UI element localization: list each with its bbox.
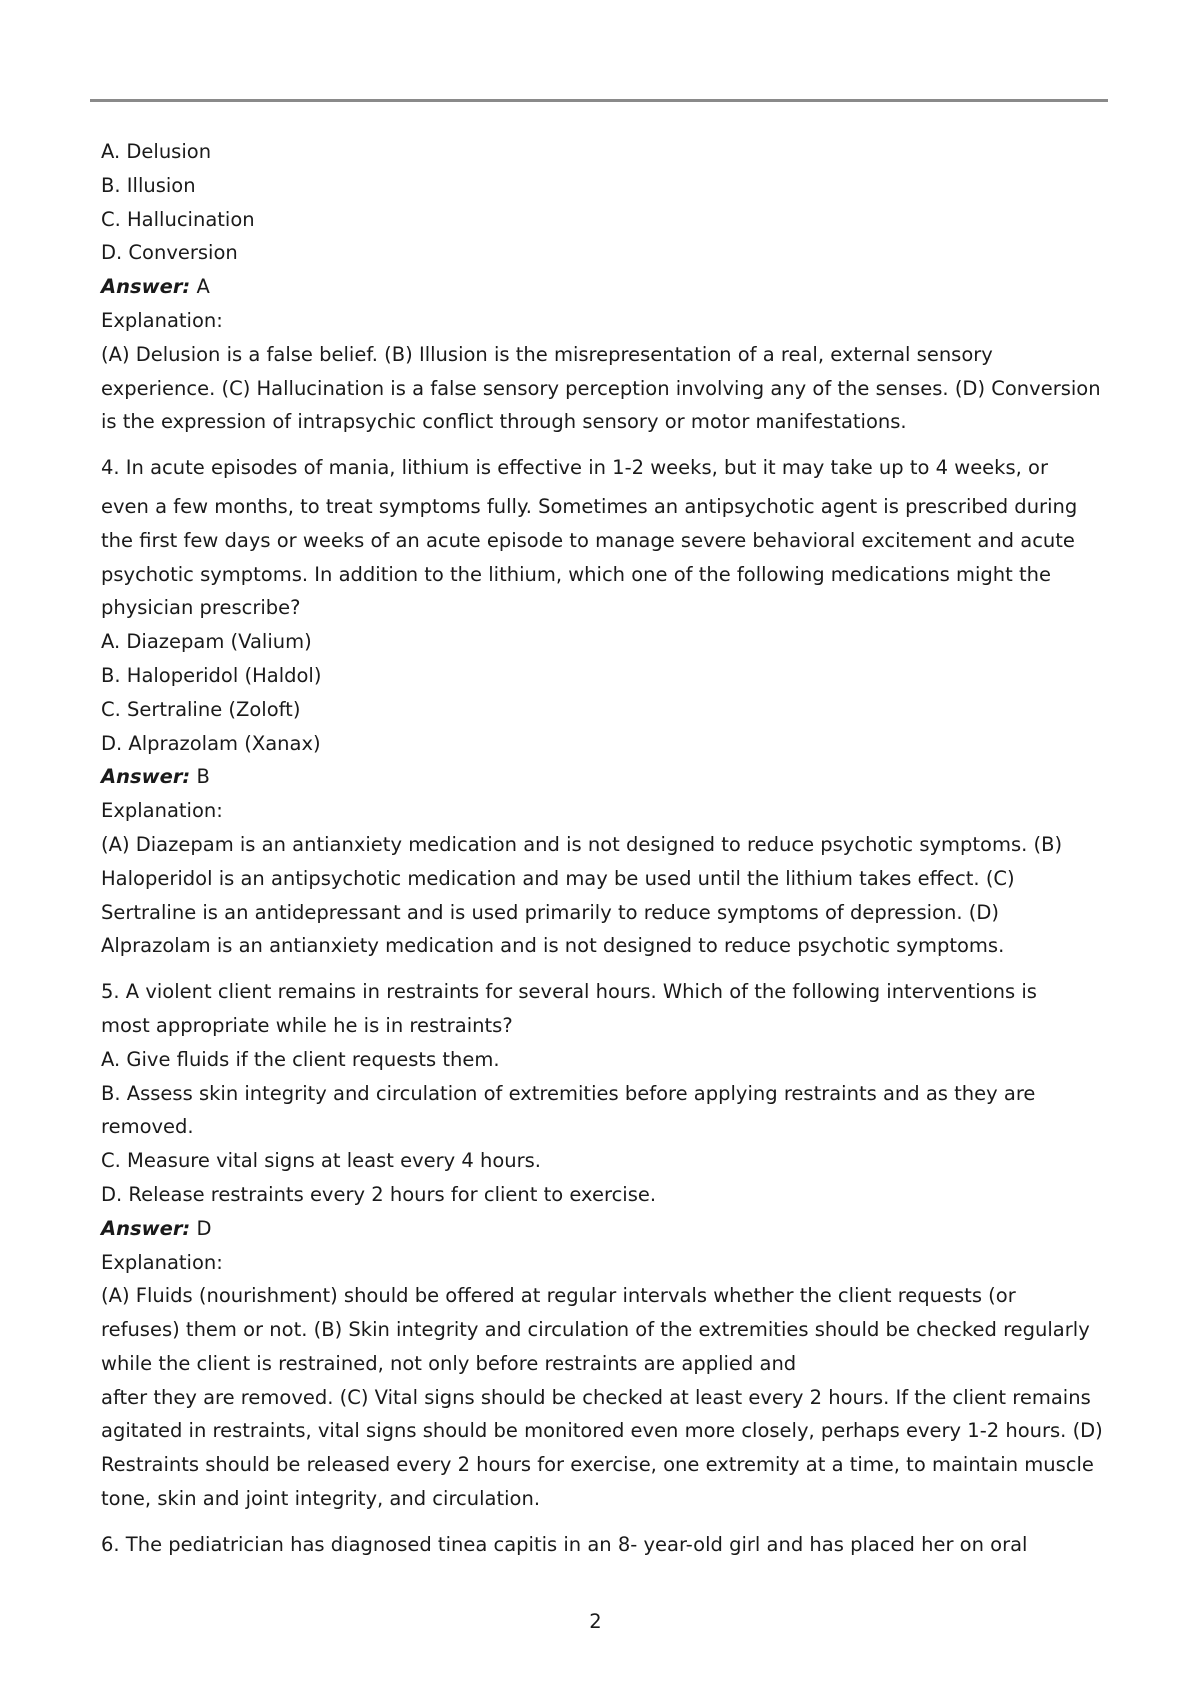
explanation-line: (A) Delusion is a false belief. (B) Illusion is the misrepresentation of a real, external sensory	[101, 342, 993, 366]
explanation-label: Explanation:	[101, 308, 223, 332]
explanation-line: refuses) them or not. (B) Skin integrity and circulation of the extremities should be checked regularly	[101, 1318, 1090, 1342]
answer-line	[101, 270, 1101, 304]
page-content	[101, 135, 1101, 1562]
option-d: D. Alprazolam (Xanax)	[101, 731, 321, 755]
question-stem: 5. A violent client remains in restraints for several hours. Which of the following interventions is	[101, 980, 1037, 1004]
explanation-line: Restraints should be released every 2 hours for exercise, one extremity at a time, to maintain muscle	[101, 1453, 1094, 1477]
question-stem: most appropriate while he is in restraints?	[101, 1013, 513, 1037]
option-b-continued: removed.	[101, 1115, 194, 1139]
option-a: A. Give fluids if the client requests them.	[101, 1047, 500, 1071]
question-5-block	[101, 975, 1101, 1516]
explanation-line: experience. (C) Hallucination is a false sensory perception involving any of the senses. (D) Conversion	[101, 376, 1101, 400]
explanation-line: Alprazolam is an antianxiety medication and is not designed to reduce psychotic symptoms.	[101, 934, 1005, 958]
option-b: B. Assess skin integrity and circulation of extremities before applying restraints and as they are	[101, 1081, 1036, 1105]
option-d: D. Conversion	[101, 241, 238, 265]
answer-label: Answer:	[101, 275, 191, 299]
option-a: A. Delusion	[101, 140, 212, 163]
header-rule	[90, 99, 1108, 102]
question-stem: physician prescribe?	[101, 596, 301, 620]
answer-label: Answer:	[101, 1216, 191, 1240]
question-3-block	[101, 135, 1101, 439]
explanation-label: Explanation:	[101, 1250, 223, 1274]
option-c: C. Measure vital signs at least every 4 hours.	[101, 1149, 542, 1173]
explanation-line: tone, skin and joint integrity, and circulation.	[101, 1487, 541, 1511]
option-c: C. Hallucination	[101, 207, 255, 231]
option-b: B. Illusion	[101, 173, 196, 197]
explanation-line: while the client is restrained, not only before restraints are applied and	[101, 1351, 797, 1375]
answer-line	[101, 760, 1101, 794]
explanation-line: (A) Diazepam is an antianxiety medication and is not designed to reduce psychotic symptoms. (B)	[101, 832, 1063, 856]
answer-line	[101, 1212, 1101, 1246]
page-number: 2	[589, 1610, 602, 1633]
question-6-block	[101, 1528, 1101, 1562]
answer-value: B	[190, 765, 210, 789]
explanation-line: agitated in restraints, vital signs should be monitored even more closely, perhaps every 1-2 hours. (D)	[101, 1419, 1103, 1443]
explanation-label: Explanation:	[101, 799, 223, 823]
explanation-line: is the expression of intrapsychic conflict through sensory or motor manifestations.	[101, 410, 907, 434]
question-stem: even a few months, to treat symptoms fully. Sometimes an antipsychotic agent is prescribed during	[101, 494, 1078, 518]
option-a: A. Diazepam (Valium)	[101, 630, 312, 654]
question-4-block	[101, 451, 1101, 963]
question-stem: psychotic symptoms. In addition to the lithium, which one of the following medications might the	[101, 562, 1051, 586]
question-stem: the first few days or weeks of an acute episode to manage severe behavioral excitement and acute	[101, 528, 1075, 552]
answer-label: Answer:	[101, 765, 191, 789]
explanation-line: Sertraline is an antidepressant and is used primarily to reduce symptoms of depression. (D)	[101, 900, 999, 924]
option-c: C. Sertraline (Zoloft)	[101, 697, 301, 721]
explanation-line: (A) Fluids (nourishment) should be offered at regular intervals whether the client requests (or	[101, 1284, 1016, 1308]
answer-value: D	[190, 1216, 212, 1240]
question-stem: 6. The pediatrician has diagnosed tinea capitis in an 8- year-old girl and has placed her on oral	[101, 1532, 1028, 1556]
option-d: D. Release restraints every 2 hours for client to exercise.	[101, 1182, 657, 1206]
explanation-line: after they are removed. (C) Vital signs should be checked at least every 2 hours. If the client remains	[101, 1385, 1091, 1409]
answer-value: A	[190, 275, 210, 299]
explanation-line: Haloperidol is an antipsychotic medication and may be used until the lithium takes effect. (C)	[101, 866, 1015, 890]
option-b: B. Haloperidol (Haldol)	[101, 663, 322, 687]
question-stem: 4. In acute episodes of mania, lithium is effective in 1-2 weeks, but it may take up to 4 weeks, or	[101, 456, 1048, 480]
